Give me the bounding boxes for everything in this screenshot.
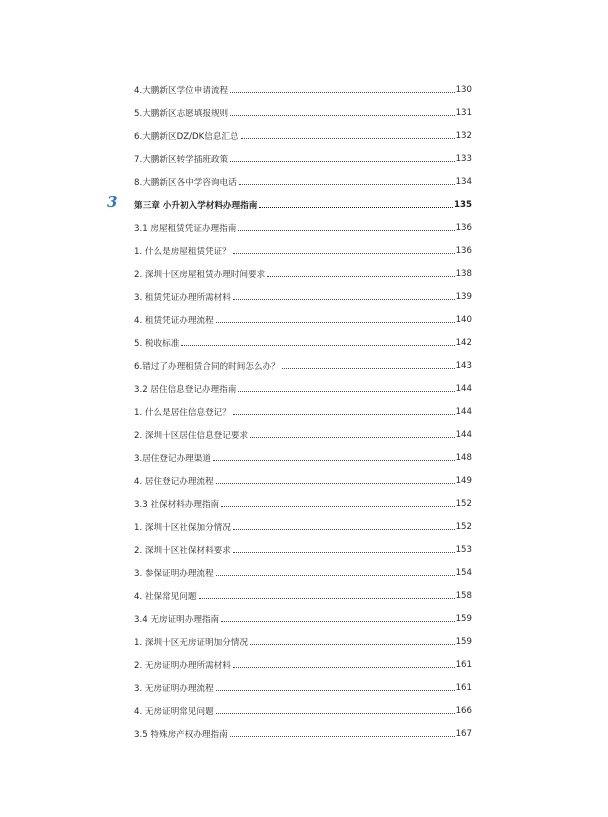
toc-entry-title: 5.大鹏新区志愿填报规则 <box>134 108 229 119</box>
toc-entry-title: 2. 深圳十区社保材料要求 <box>134 545 231 556</box>
dot-leader <box>216 575 455 576</box>
dot-leader <box>230 92 454 93</box>
toc-page-number: 140 <box>455 314 472 325</box>
toc-entry[interactable] <box>134 469 472 492</box>
dot-leader <box>199 598 455 599</box>
dot-leader <box>259 207 453 208</box>
toc-page-number: 154 <box>455 567 472 578</box>
toc-page-number: 161 <box>455 659 472 670</box>
toc-entry[interactable] <box>134 78 472 101</box>
dot-leader <box>250 644 455 645</box>
toc-entry[interactable] <box>134 377 472 400</box>
toc-entry[interactable] <box>134 124 472 147</box>
toc-page-number: 159 <box>455 636 472 647</box>
dot-leader <box>233 529 455 530</box>
toc-entry[interactable] <box>134 676 472 699</box>
toc-entry-title: 2. 深圳十区居住信息登记要求 <box>134 430 249 441</box>
toc-page-number: 135 <box>454 199 472 210</box>
dot-leader <box>213 460 455 461</box>
toc-entry[interactable] <box>134 538 472 561</box>
toc-entry[interactable] <box>134 515 472 538</box>
toc-page-number: 136 <box>455 245 472 256</box>
toc-entry[interactable] <box>134 699 472 722</box>
dot-leader <box>238 391 454 392</box>
toc-entry-title: 4. 社保常见问题 <box>134 591 197 602</box>
toc-page-number: 143 <box>455 360 472 371</box>
toc-entry[interactable] <box>134 653 472 676</box>
toc-entry-title: 3. 租赁凭证办理所需材料 <box>134 292 231 303</box>
toc-page-number: 136 <box>455 222 472 233</box>
toc-page-number: 152 <box>455 521 472 532</box>
dot-leader <box>221 506 454 507</box>
toc-entry-title: 8.大鹏新区各中学咨询电话 <box>134 177 237 188</box>
toc-page-number: 131 <box>455 107 472 118</box>
toc-entry-title: 1. 什么是房屋租赁凭证？ <box>134 246 231 257</box>
toc-entry[interactable] <box>134 400 472 423</box>
toc-entry-title: 3.居住登记办理渠道 <box>134 453 211 464</box>
toc-page-number: 153 <box>455 544 472 555</box>
toc-page-number: 138 <box>455 268 472 279</box>
toc-entry-title: 4. 居住登记办理流程 <box>134 476 214 487</box>
toc-entry[interactable] <box>134 722 472 745</box>
toc-entry[interactable] <box>134 262 472 285</box>
toc-page-number: 134 <box>455 176 472 187</box>
toc-page-number: 142 <box>455 337 472 348</box>
toc-entry-title: 7.大鹏新区转学插班政策 <box>134 154 229 165</box>
toc-entry[interactable] <box>134 216 472 239</box>
toc-page-number: 159 <box>455 613 472 624</box>
toc-entry[interactable] <box>134 492 472 515</box>
toc-entry-title: 3. 无房证明办理流程 <box>134 683 214 694</box>
toc-page-number: 166 <box>455 705 472 716</box>
dot-leader <box>230 115 454 116</box>
dot-leader <box>181 345 454 346</box>
toc-entry[interactable] <box>134 607 472 630</box>
toc-entry-title: 1. 什么是居住信息登记？ <box>134 407 231 418</box>
toc-entry-title: 3.5 特殊房产权办理指南 <box>134 729 228 740</box>
toc-entry[interactable] <box>134 561 472 584</box>
toc-entry-title: 3.2 居住信息登记办理指南 <box>134 384 237 395</box>
table-of-contents <box>107 78 472 745</box>
dot-leader <box>216 690 455 691</box>
toc-entry-title: 1. 深圳十区无房证明加分情况 <box>134 637 249 648</box>
toc-entry[interactable] <box>134 446 472 469</box>
toc-page-number: 130 <box>455 84 472 95</box>
dot-leader <box>233 667 455 668</box>
toc-entry[interactable] <box>134 170 472 193</box>
toc-page-number: 132 <box>455 130 472 141</box>
toc-entry-title: 3.4 无房证明办理指南 <box>134 614 220 625</box>
toc-entry-title: 3.1 房屋租赁凭证办理指南 <box>134 223 237 234</box>
toc-chapter-entry[interactable] <box>107 193 472 216</box>
toc-page-number: 144 <box>455 429 472 440</box>
toc-entry[interactable] <box>134 331 472 354</box>
toc-entry[interactable] <box>134 354 472 377</box>
dot-leader <box>233 414 455 415</box>
dot-leader <box>233 253 455 254</box>
dot-leader <box>216 713 455 714</box>
toc-entry-title: 1. 深圳十区社保加分情况 <box>134 522 231 533</box>
toc-entry-title: 2. 深圳十区房屋租赁办理时间要求 <box>134 269 266 280</box>
toc-page-number: 133 <box>455 153 472 164</box>
toc-entry[interactable] <box>134 423 472 446</box>
toc-page-number: 144 <box>455 406 472 417</box>
toc-entry[interactable] <box>134 584 472 607</box>
toc-entry-title: 4.大鹏新区学位申请流程 <box>134 85 229 96</box>
toc-entry-title: 3. 参保证明办理流程 <box>134 568 214 579</box>
dot-leader <box>238 230 454 231</box>
toc-entry-title: 3.3 社保材料办理指南 <box>134 499 220 510</box>
dot-leader <box>216 483 455 484</box>
dot-leader <box>230 161 454 162</box>
toc-entry[interactable] <box>134 285 472 308</box>
dot-leader <box>239 184 455 185</box>
toc-page-number: 158 <box>455 590 472 601</box>
toc-entry-title: 6.大鹏新区DZ/DK信息汇总 <box>134 131 239 142</box>
toc-entry-title: 5. 税收标准 <box>134 338 180 349</box>
dot-leader <box>216 322 455 323</box>
dot-leader <box>282 368 455 369</box>
toc-page-number: 144 <box>455 383 472 394</box>
dot-leader <box>241 138 455 139</box>
toc-entry[interactable] <box>134 147 472 170</box>
dot-leader <box>221 621 454 622</box>
toc-entry-title: 6.错过了办理租赁合同的时间怎么办？ <box>134 361 280 372</box>
toc-entry-title: 4. 无房证明常见问题 <box>134 706 214 717</box>
toc-entry[interactable] <box>134 630 472 653</box>
toc-entry-title: 第三章 小升初入学材料办理指南 <box>134 200 258 211</box>
dot-leader <box>230 736 455 737</box>
toc-entry[interactable] <box>134 239 472 262</box>
toc-entry-title: 4. 租赁凭证办理流程 <box>134 315 214 326</box>
toc-page-number: 139 <box>455 291 472 302</box>
toc-page-number: 161 <box>455 682 472 693</box>
toc-page-number: 148 <box>455 452 472 463</box>
dot-leader <box>233 552 455 553</box>
toc-entry[interactable] <box>134 308 472 331</box>
toc-page-number: 152 <box>455 498 472 509</box>
dot-leader <box>267 276 454 277</box>
dot-leader <box>250 437 455 438</box>
toc-entry-title: 2. 无房证明办理所需材料 <box>134 660 231 671</box>
toc-entry[interactable] <box>134 101 472 124</box>
chapter-number: 3 <box>107 193 118 211</box>
dot-leader <box>233 299 455 300</box>
toc-page-number: 167 <box>455 728 472 739</box>
toc-page-number: 149 <box>455 475 472 486</box>
